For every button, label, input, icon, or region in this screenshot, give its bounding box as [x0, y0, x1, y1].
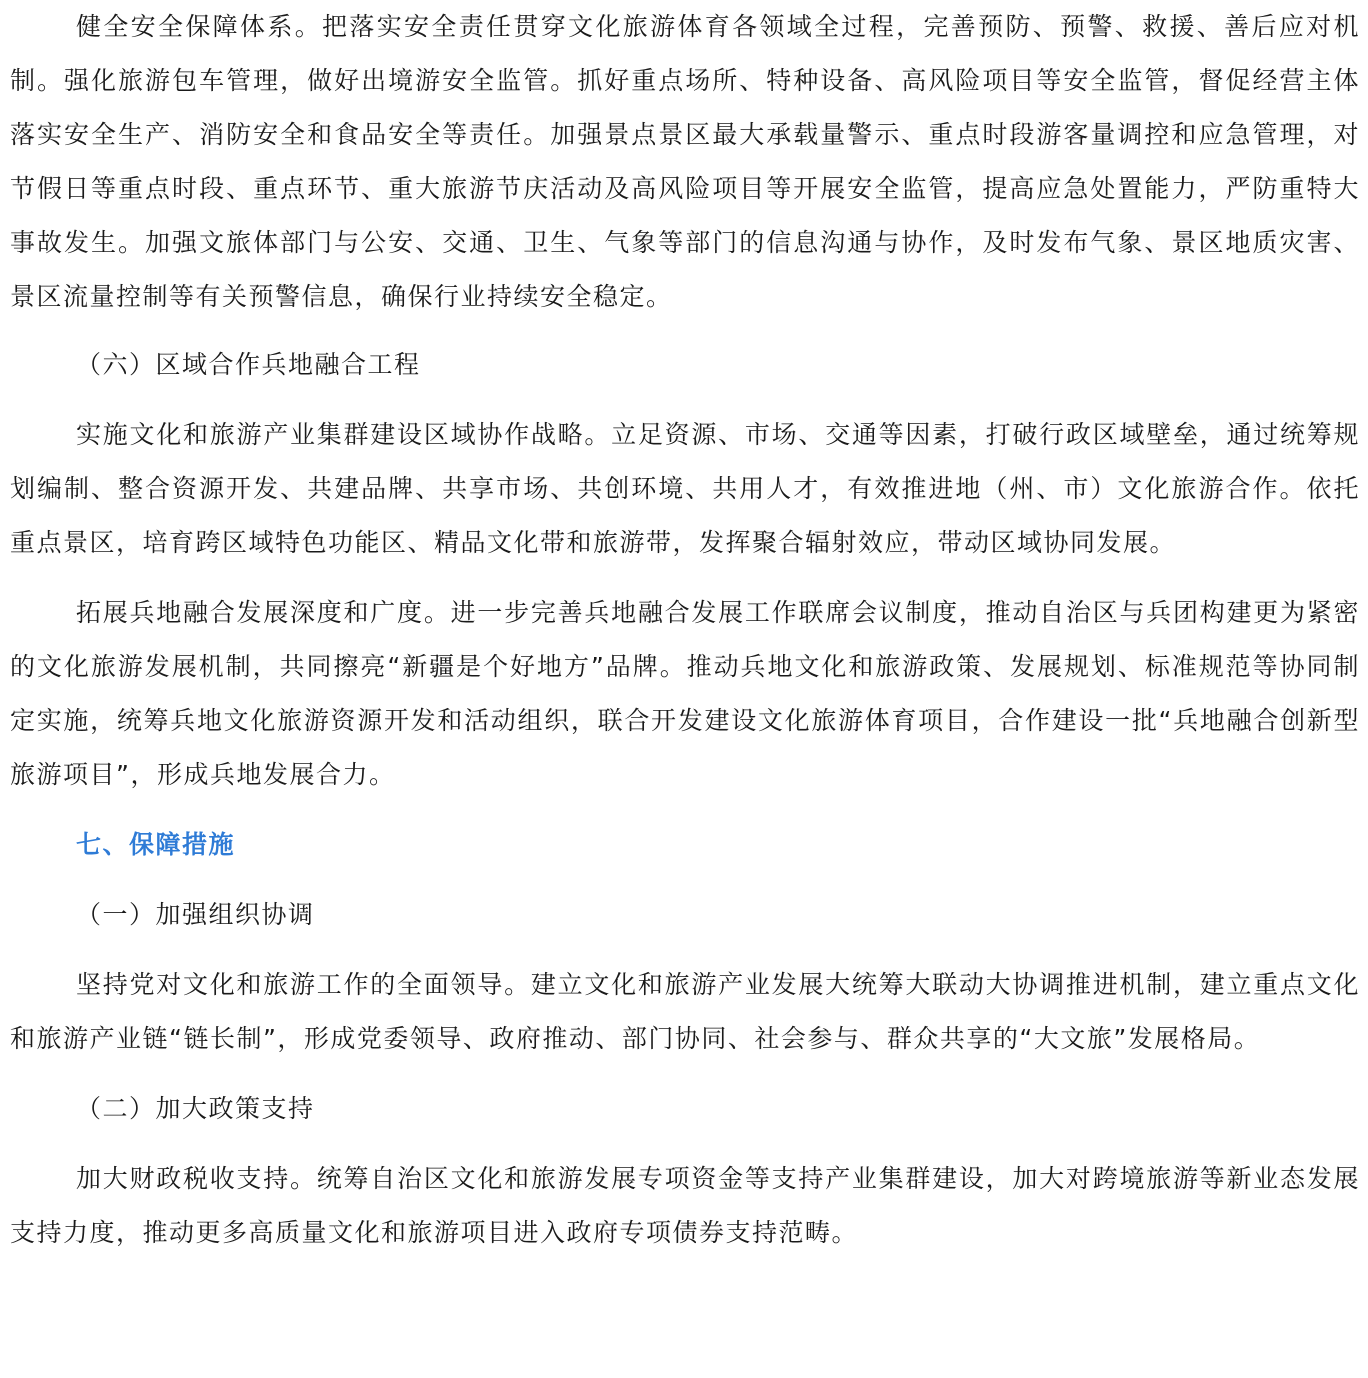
- paragraph-safety-system: 健全安全保障体系。把落实安全责任贯穿文化旅游体育各领域全过程，完善预防、预警、救援、善后应对机制。强化旅游包车管理，做好出境游安全监管。抓好重点场所、特种设备、高风险项目等安全监管，督促经营主体落实安全生产、消防安全和食品安全等责任。加强景点景区最大承载量警示、重点时段游客量调控和应急管理，对节假日等重点时段、重点环节、重大旅游节庆活动及高风险项目等开展安全监管，提高应急处置能力，严防重特大事故发生。加强文旅体部门与公安、交通、卫生、气象等部门的信息沟通与协作，及时发布气象、景区地质灾害、景区流量控制等有关预警信息，确保行业持续安全稳定。: [10, 12, 1360, 311]
- subheading-regional-cooperation: （六）区域合作兵地融合工程: [76, 350, 421, 379]
- section-heading-safeguards: 七、保障措施: [76, 830, 236, 859]
- subheading-policy-support: （二）加大政策支持: [76, 1094, 315, 1123]
- paragraph-fiscal-support: 加大财政税收支持。统筹自治区文化和旅游发展专项资金等支持产业集群建设，加大对跨境旅游等新业态发展支持力度，推动更多高质量文化和旅游项目进入政府专项债券支持范畴。: [10, 1164, 1360, 1247]
- paragraph-party-leadership: 坚持党对文化和旅游工作的全面领导。建立文化和旅游产业发展大统筹大联动大协调推进机制，建立重点文化和旅游产业链“链长制”，形成党委领导、政府推动、部门协同、社会参与、群众共享的“大文旅”发展格局。: [10, 970, 1360, 1053]
- subheading-organization: （一）加强组织协调: [76, 900, 315, 929]
- paragraph-regional-strategy: 实施文化和旅游产业集群建设区域协作战略。立足资源、市场、交通等因素，打破行政区域壁垒，通过统筹规划编制、整合资源开发、共建品牌、共享市场、共创环境、共用人才，有效推进地（州、市）文化旅游合作。依托重点景区，培育跨区域特色功能区、精品文化带和旅游带，发挥聚合辐射效应，带动区域协同发展。: [10, 420, 1360, 557]
- paragraph-bingdi-integration: 拓展兵地融合发展深度和广度。进一步完善兵地融合发展工作联席会议制度，推动自治区与兵团构建更为紧密的文化旅游发展机制，共同擦亮“新疆是个好地方”品牌。推动兵地文化和旅游政策、发展规划、标准规范等协同制定实施，统筹兵地文化旅游资源开发和活动组织，联合开发建设文化旅游体育项目，合作建设一批“兵地融合创新型旅游项目”，形成兵地发展合力。: [10, 598, 1360, 789]
